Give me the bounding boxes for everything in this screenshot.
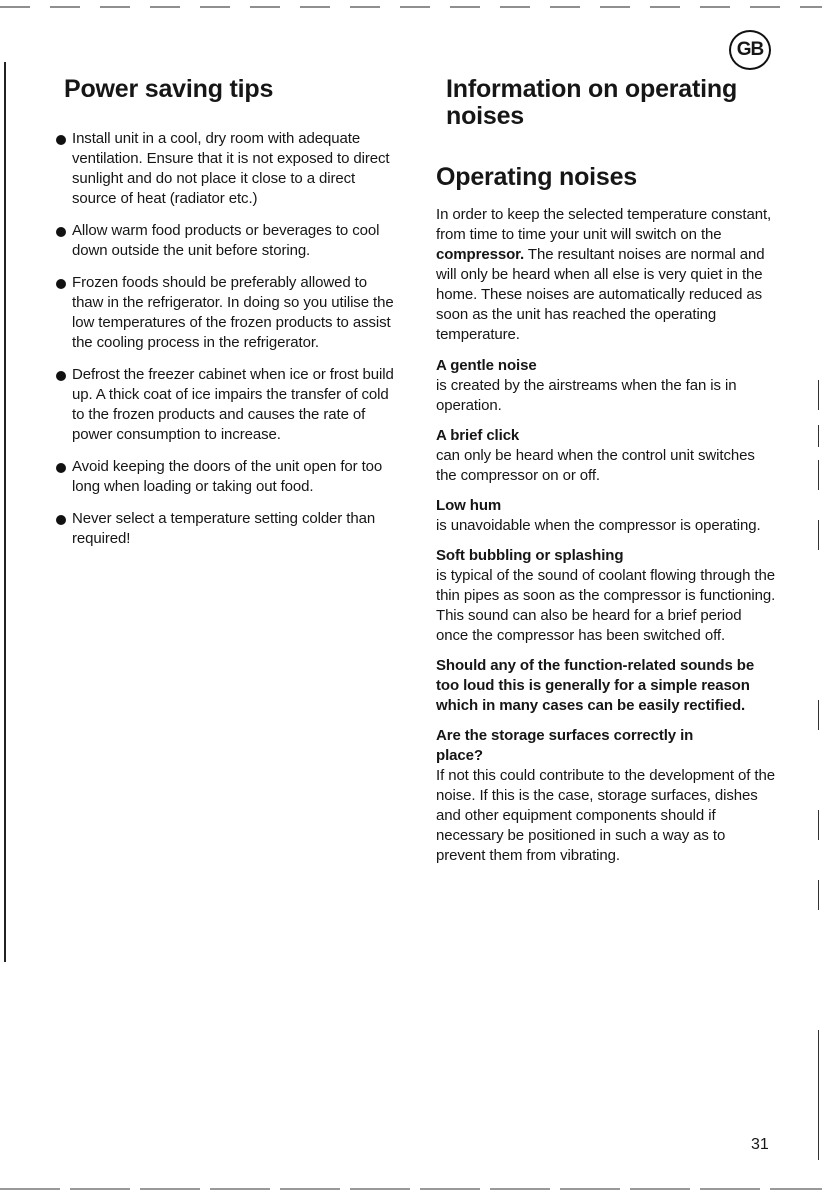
noise-heading: Soft bubbling or splashing [436, 547, 624, 564]
noise-text: can only be heard when the control unit switches the compressor on or off. [436, 447, 755, 484]
noise-text: is typical of the sound of coolant flowing through the thin pipes as soon as the compressor is functioning. This sound can also be heard for a brief period once the compressor has been switched off. [436, 567, 776, 644]
tip-item [54, 509, 399, 549]
tip-item [54, 221, 399, 261]
right-scan-mark [818, 880, 819, 910]
storage-heading: Are the storage surfaces correctly in place? [436, 727, 694, 764]
tip-text: Allow warm food products or beverages to cool down outside the unit before storing. [72, 222, 380, 259]
intro-paragraph [436, 205, 776, 345]
tip-item [54, 457, 399, 497]
tip-text: Defrost the freezer cabinet when ice or frost build up. A thick coat of ice impairs the transfer of cold to the frozen products and causes the rate of power consumption to increase. [72, 366, 394, 443]
right-scan-mark [818, 460, 819, 490]
right-scan-mark [818, 700, 819, 730]
bullet-icon [56, 279, 66, 289]
bullet-icon [56, 371, 66, 381]
right-scan-mark [818, 425, 819, 447]
tip-text: Never select a temperature setting colder than required! [72, 510, 376, 547]
noise-text: is unavoidable when the compressor is operating. [436, 517, 761, 534]
top-scan-dashes [0, 6, 822, 8]
noise-text: is created by the airstreams when the fan is in operation. [436, 377, 737, 414]
operating-noises-title: Operating noises [436, 163, 638, 191]
left-binding-edge [4, 62, 6, 962]
right-scan-mark [818, 810, 819, 840]
tip-item [54, 273, 399, 353]
bullet-icon [56, 135, 66, 145]
tip-text: Install unit in a cool, dry room with adequate ventilation. Ensure that it is not exposed to direct sunlight and do not place it close to a direct source of heat (radiator etc.) [72, 130, 390, 207]
noise-item [436, 356, 776, 416]
storage-item [436, 726, 776, 866]
right-scan-mark [818, 380, 819, 410]
intro-text: In order to keep the selected temperature constant, from time to time your unit will switch on the [436, 206, 772, 243]
notice-paragraph: Should any of the function-related sounds be too loud this is generally for a simple reason which in many cases can be easily rectified. [436, 657, 755, 714]
left-column [54, 76, 399, 561]
right-scan-mark [818, 1030, 819, 1160]
right-column [436, 76, 776, 876]
language-badge: GB [729, 30, 771, 70]
tip-item [54, 365, 399, 445]
tips-list [54, 129, 399, 549]
noise-heading: A brief click [436, 427, 520, 444]
intro-text-end: The resultant noises are normal and will only be heard when all else is very quiet in the home. These noises are automatically reduced as soon as the unit has reached the operating temperature. [436, 246, 765, 343]
noise-item [436, 426, 776, 486]
tip-item [54, 129, 399, 209]
page-number: 31 [751, 1136, 769, 1153]
operating-noises-info-title: Information on operating noises [446, 75, 738, 130]
right-scan-mark [818, 520, 819, 550]
power-saving-title: Power saving tips [64, 75, 274, 103]
bullet-icon [56, 227, 66, 237]
noise-item [436, 546, 776, 646]
bullet-icon [56, 515, 66, 525]
noise-item [436, 496, 776, 536]
intro-bold: compressor. [436, 246, 525, 263]
noise-heading: A gentle noise [436, 357, 537, 374]
tip-text: Avoid keeping the doors of the unit open for too long when loading or taking out food. [72, 458, 383, 495]
bullet-icon [56, 463, 66, 473]
tip-text: Frozen foods should be preferably allowed to thaw in the refrigerator. In doing so you utilise the low temperatures of the frozen products to assist the cooling process in the refrigerator. [72, 274, 394, 351]
noise-heading: Low hum [436, 497, 502, 514]
bottom-scan-dashes [0, 1188, 822, 1190]
storage-text: If not this could contribute to the development of the noise. If this is the case, storage surfaces, dishes and other equipment components should if necessary be positioned in such a way as to prevent them from vibrating. [436, 767, 775, 864]
